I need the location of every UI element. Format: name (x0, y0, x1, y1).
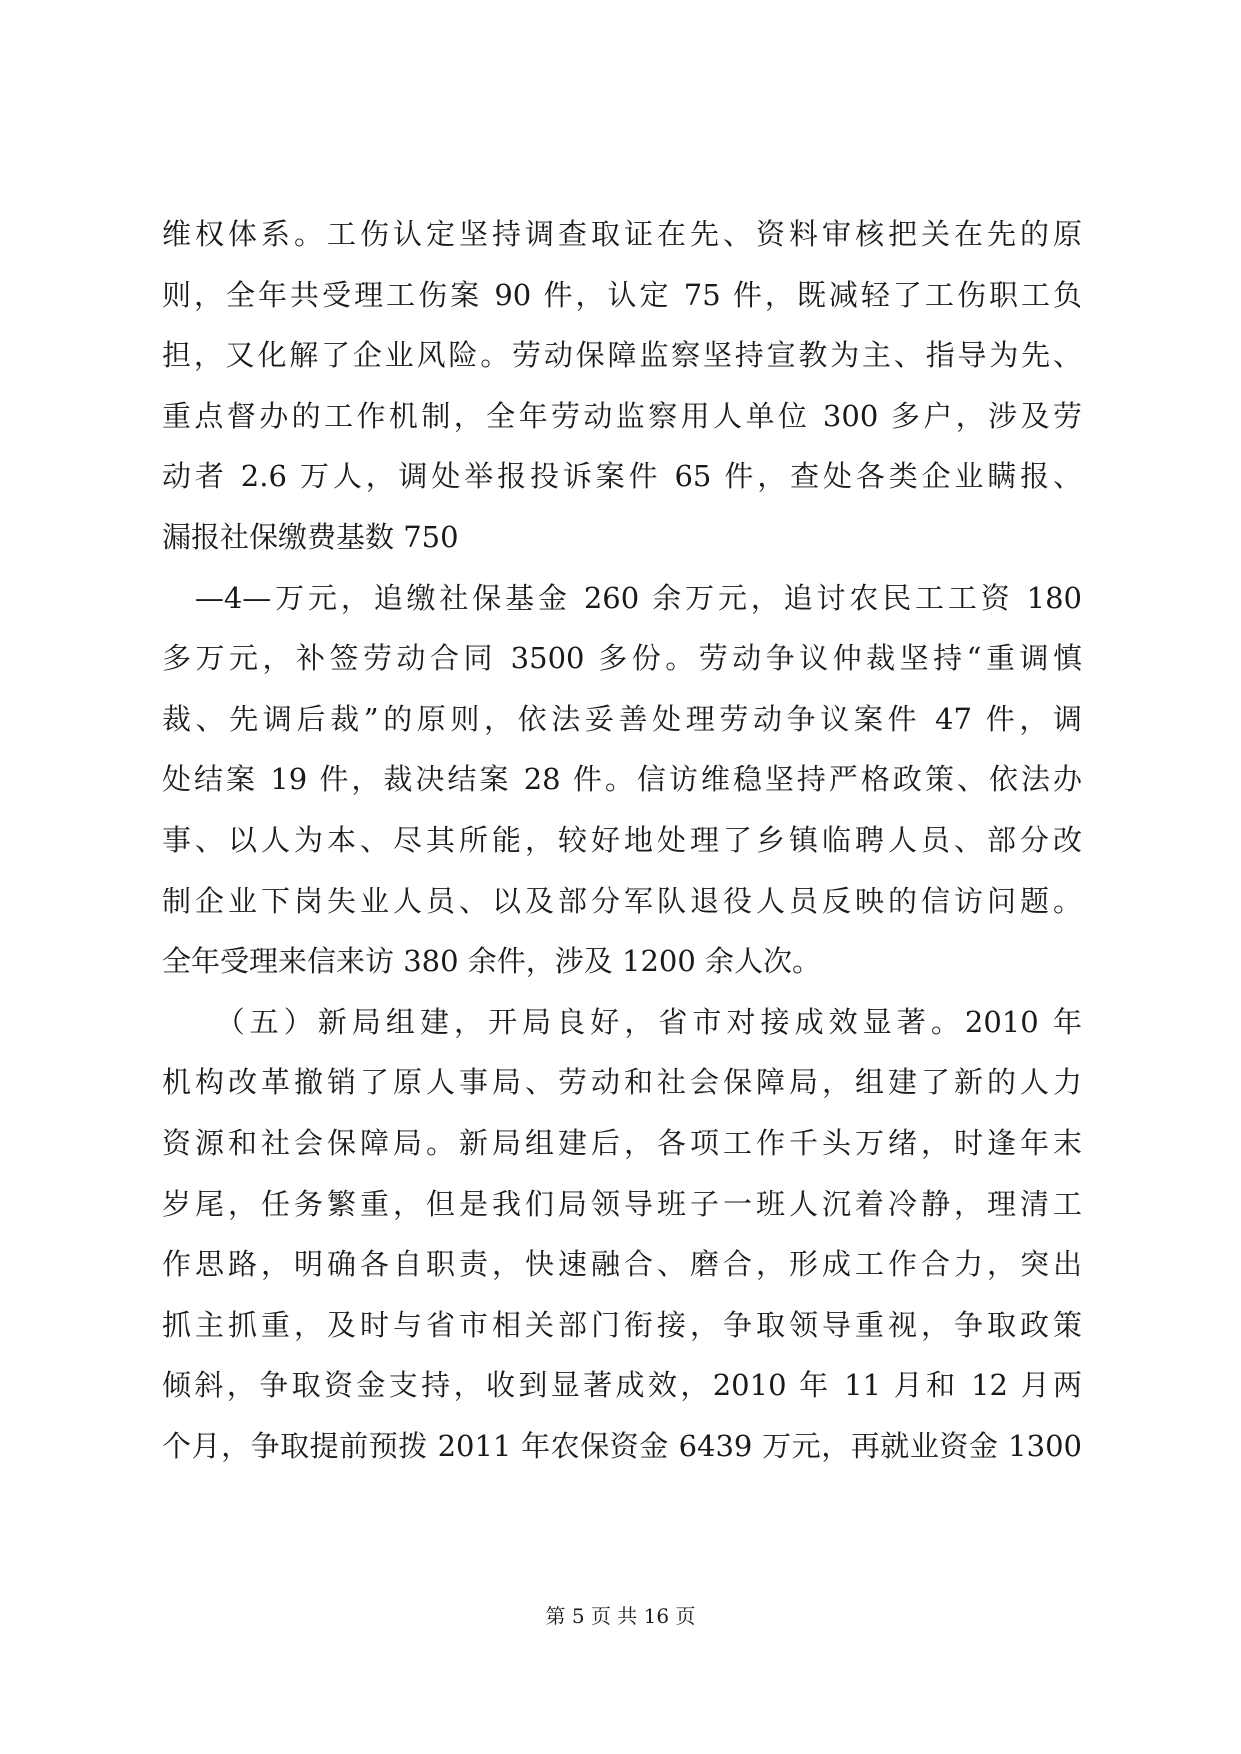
text-line: —4—万元，追缴社保基金 260 余万元，追讨农民工工资 180 (162, 580, 1082, 615)
text-line: 机构改革撤销了原人事局、劳动和社会保障局，组建了新的人力 (162, 1065, 1082, 1100)
text-line: 资源和社会保障局。新局组建后，各项工作千头万绪，时逢年末 (162, 1125, 1082, 1160)
text-line: 多万元，补签劳动合同 3500 多份。劳动争议仲裁坚持“重调慎 (162, 641, 1082, 676)
text-line: 动者 2.6 万人，调处举报投诉案件 65 件，查处各类企业瞒报、 (162, 459, 1082, 494)
text-line: 漏报社保缴费基数 750 (162, 519, 459, 554)
document-body (162, 204, 1082, 1476)
text-line: 个月，争取提前预拨 2011 年农保资金 6439 万元，再就业资金 1300 (162, 1428, 1082, 1463)
text-line: 岁尾，任务繁重，但是我们局领导班子一班人沉着冷静，理清工 (162, 1186, 1082, 1221)
text-line: 抓主抓重，及时与省市相关部门衔接，争取领导重视，争取政策 (162, 1307, 1082, 1342)
text-line: 担，又化解了企业风险。劳动保障监察坚持宣教为主、指导为先、 (162, 338, 1082, 373)
text-line: 则，全年共受理工伤案 90 件，认定 75 件，既减轻了工伤职工负 (162, 277, 1082, 312)
text-line: 重点督办的工作机制，全年劳动监察用人单位 300 多户，涉及劳 (162, 398, 1082, 433)
text-line: 全年受理来信来访 380 余件，涉及 1200 余人次。 (162, 944, 822, 979)
text-line: 事、以人为本、尽其所能，较好地处理了乡镇临聘人员、部分改 (162, 822, 1082, 857)
text-line: 制企业下岗失业人员、以及部分军队退役人员反映的信访问题。 (162, 883, 1082, 918)
text-line: 维权体系。工伤认定坚持调查取证在先、资料审核把关在先的原 (162, 217, 1082, 251)
text-line: 作思路，明确各自职责，快速融合、磨合，形成工作合力，突出 (162, 1247, 1082, 1282)
text-line: 倾斜，争取资金支持，收到显著成效，2010 年 11 月和 12 月两 (162, 1368, 1082, 1403)
text-line: 裁、先调后裁”的原则，依法妥善处理劳动争议案件 47 件，调 (162, 701, 1082, 736)
page-number-footer: 第 5 页 共 16 页 (545, 1604, 696, 1628)
text-line: 处结案 19 件，裁决结案 28 件。信访维稳坚持严格政策、依法办 (162, 762, 1082, 797)
text-line: （五）新局组建，开局良好，省市对接成效显著。2010 年 (162, 1004, 1082, 1039)
